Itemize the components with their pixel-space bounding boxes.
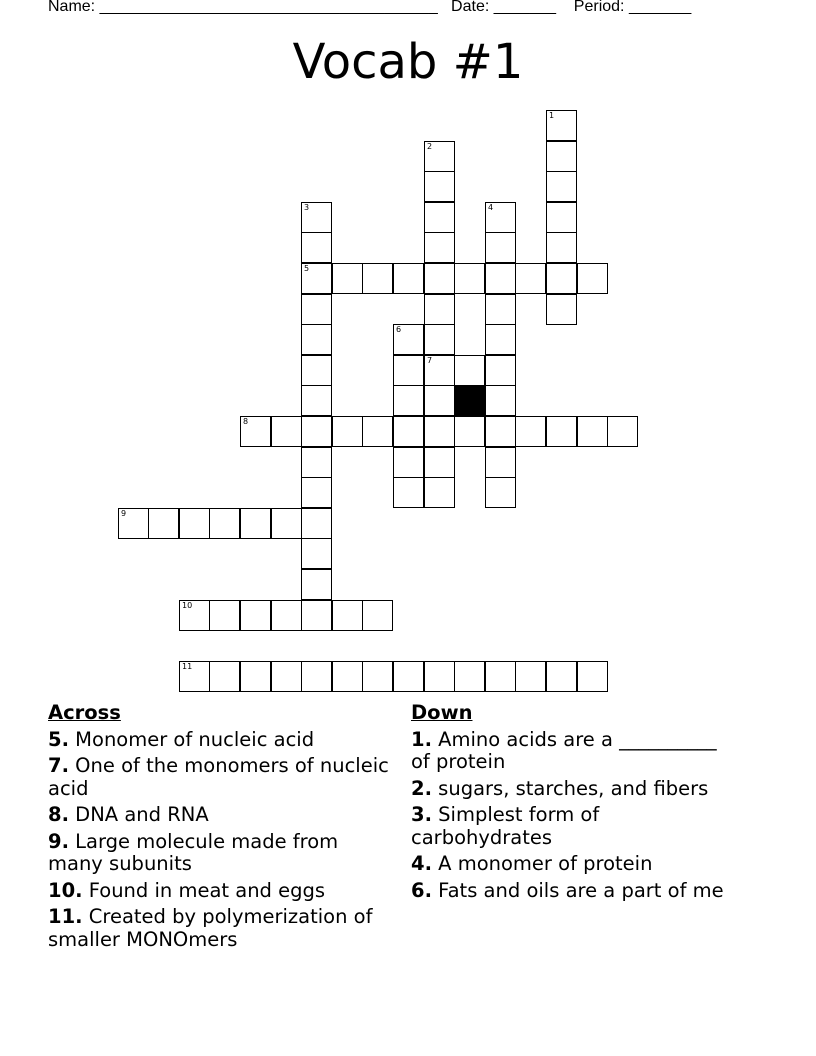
down-clue-4: 4. A monomer of protein <box>411 852 653 875</box>
crossword-cell[interactable] <box>485 355 516 386</box>
down-heading: Down <box>411 701 473 724</box>
crossword-cell[interactable] <box>515 416 546 447</box>
crossword-cell[interactable] <box>362 600 393 631</box>
across-clues <box>48 702 398 955</box>
crossword-cell[interactable] <box>301 324 332 355</box>
crossword-cell[interactable] <box>148 508 179 539</box>
across-clue-5: 5. Monomer of nucleic acid <box>48 727 315 751</box>
crossword-cell[interactable] <box>485 385 516 416</box>
crossword-cell[interactable] <box>424 232 455 263</box>
down-clues <box>411 702 741 906</box>
crossword-cell[interactable] <box>301 232 332 263</box>
crossword-cell[interactable] <box>332 416 363 447</box>
clue-number: 10 <box>182 601 193 610</box>
crossword-cell[interactable] <box>209 661 240 692</box>
crossword-cell[interactable] <box>301 477 332 508</box>
crossword-cell[interactable] <box>546 661 577 692</box>
clue-number: 6 <box>396 325 402 334</box>
crossword-cell[interactable] <box>515 263 546 294</box>
crossword-cell[interactable] <box>546 416 577 447</box>
down-clue-3: 3. Simplest form of carbohydrates <box>411 803 600 849</box>
down-clue-6: 6. Fats and oils are a part of me <box>411 878 724 902</box>
crossword-cell[interactable] <box>240 508 271 539</box>
crossword-cell[interactable] <box>485 202 516 233</box>
crossword-cell[interactable] <box>485 477 516 508</box>
crossword-cell[interactable] <box>362 661 393 692</box>
crossword-cell[interactable] <box>424 202 455 233</box>
crossword-cell[interactable] <box>209 600 240 631</box>
page-title: Vocab #1 <box>292 34 524 90</box>
clue-number: 2 <box>427 142 433 151</box>
crossword-cell[interactable] <box>454 263 485 294</box>
crossword-cell[interactable] <box>240 416 271 447</box>
across-clue-8: 8. DNA and RNA <box>48 803 209 826</box>
crossword-cell[interactable] <box>424 385 455 416</box>
crossword-cell[interactable] <box>424 661 455 692</box>
clue-number: 3 <box>304 203 310 212</box>
crossword-cell[interactable] <box>485 447 516 478</box>
crossword-cell[interactable] <box>332 263 363 294</box>
across-clue-11: 11. Created by polymerization of smaller MONOmers <box>48 905 373 951</box>
crossword-cell[interactable] <box>393 477 424 508</box>
crossword-cell[interactable] <box>424 324 455 355</box>
crossword-cell[interactable] <box>332 600 363 631</box>
crossword-cell[interactable] <box>301 569 332 600</box>
crossword-cell[interactable] <box>179 600 210 631</box>
crossword-cell[interactable] <box>424 416 455 447</box>
down-clue-1: 1. Amino acids are a __________ of protein <box>411 727 717 773</box>
crossword-cell[interactable] <box>393 324 424 355</box>
crossword-cell[interactable] <box>577 416 608 447</box>
crossword-cell[interactable] <box>393 263 424 294</box>
crossword-cell[interactable] <box>393 416 424 447</box>
crossword-cell[interactable] <box>301 385 332 416</box>
crossword-cell[interactable] <box>424 447 455 478</box>
clue-number: 8 <box>243 417 249 426</box>
crossword-cell[interactable] <box>240 600 271 631</box>
crossword-cell[interactable] <box>424 477 455 508</box>
crossword-cell[interactable] <box>485 324 516 355</box>
crossword-cell[interactable] <box>301 508 332 539</box>
crossword-cell[interactable] <box>454 661 485 692</box>
crossword-cell[interactable] <box>454 355 485 386</box>
crossword-cell[interactable] <box>179 661 210 692</box>
down-clue-2: 2. sugars, starches, and fibers <box>411 776 709 800</box>
across-heading: Across <box>48 701 121 724</box>
crossword-cell[interactable] <box>546 232 577 263</box>
across-clue-9: 9. Large molecule made from many subunits <box>48 829 339 875</box>
crossword-cell[interactable] <box>393 355 424 386</box>
crossword-cell[interactable] <box>301 416 332 447</box>
crossword-cell[interactable] <box>362 263 393 294</box>
crossword-cell[interactable] <box>393 661 424 692</box>
crossword-block <box>454 385 485 416</box>
crossword-cell[interactable] <box>485 294 516 325</box>
crossword-cell[interactable] <box>179 508 210 539</box>
crossword-cell[interactable] <box>424 141 455 172</box>
crossword-cell[interactable] <box>332 661 363 692</box>
crossword-cell[interactable] <box>301 447 332 478</box>
crossword-cell[interactable] <box>240 661 271 692</box>
crossword-cell[interactable] <box>577 661 608 692</box>
crossword-cell[interactable] <box>271 508 302 539</box>
crossword-cell[interactable] <box>424 294 455 325</box>
clue-number: 11 <box>182 662 193 671</box>
crossword-cell[interactable] <box>546 294 577 325</box>
crossword-cell[interactable] <box>546 202 577 233</box>
crossword-cell[interactable] <box>362 416 393 447</box>
crossword-cell[interactable] <box>393 447 424 478</box>
crossword-cell[interactable] <box>485 263 516 294</box>
crossword-cell[interactable] <box>301 355 332 386</box>
crossword-cell[interactable] <box>546 110 577 141</box>
crossword-cell[interactable] <box>301 661 332 692</box>
crossword-cell[interactable] <box>301 538 332 569</box>
crossword-cell[interactable] <box>515 661 546 692</box>
crossword-cell[interactable] <box>301 263 332 294</box>
crossword-cell[interactable] <box>454 416 485 447</box>
crossword-cell[interactable] <box>118 508 149 539</box>
clue-number: 4 <box>488 203 494 212</box>
crossword-cell[interactable] <box>209 508 240 539</box>
crossword-cell[interactable] <box>301 202 332 233</box>
clue-number: 5 <box>304 264 310 273</box>
crossword-cell[interactable] <box>546 263 577 294</box>
across-clue-7: 7. One of the monomers of nucleic acid <box>48 754 389 800</box>
clue-number: 7 <box>427 356 433 365</box>
crossword-cell[interactable] <box>485 661 516 692</box>
crossword-cell[interactable] <box>271 416 302 447</box>
crossword-cell[interactable] <box>301 294 332 325</box>
crossword-cell[interactable] <box>271 661 302 692</box>
crossword-cell[interactable] <box>485 416 516 447</box>
across-clue-10: 10. Found in meat and eggs <box>48 878 326 902</box>
crossword-cell[interactable] <box>301 600 332 631</box>
crossword-cell[interactable] <box>424 171 455 202</box>
crossword-cell[interactable] <box>546 141 577 172</box>
clue-number: 9 <box>121 509 127 518</box>
crossword-cell[interactable] <box>424 355 455 386</box>
crossword-cell[interactable] <box>393 385 424 416</box>
crossword-cell[interactable] <box>577 263 608 294</box>
crossword-cell[interactable] <box>424 263 455 294</box>
crossword-cell[interactable] <box>485 232 516 263</box>
crossword-cell[interactable] <box>271 600 302 631</box>
clue-number: 1 <box>549 111 555 120</box>
student-info-line: Name: ______________________________________ Date: _______ Period: _______ <box>48 0 692 15</box>
crossword-cell[interactable] <box>546 171 577 202</box>
crossword-cell[interactable] <box>607 416 638 447</box>
